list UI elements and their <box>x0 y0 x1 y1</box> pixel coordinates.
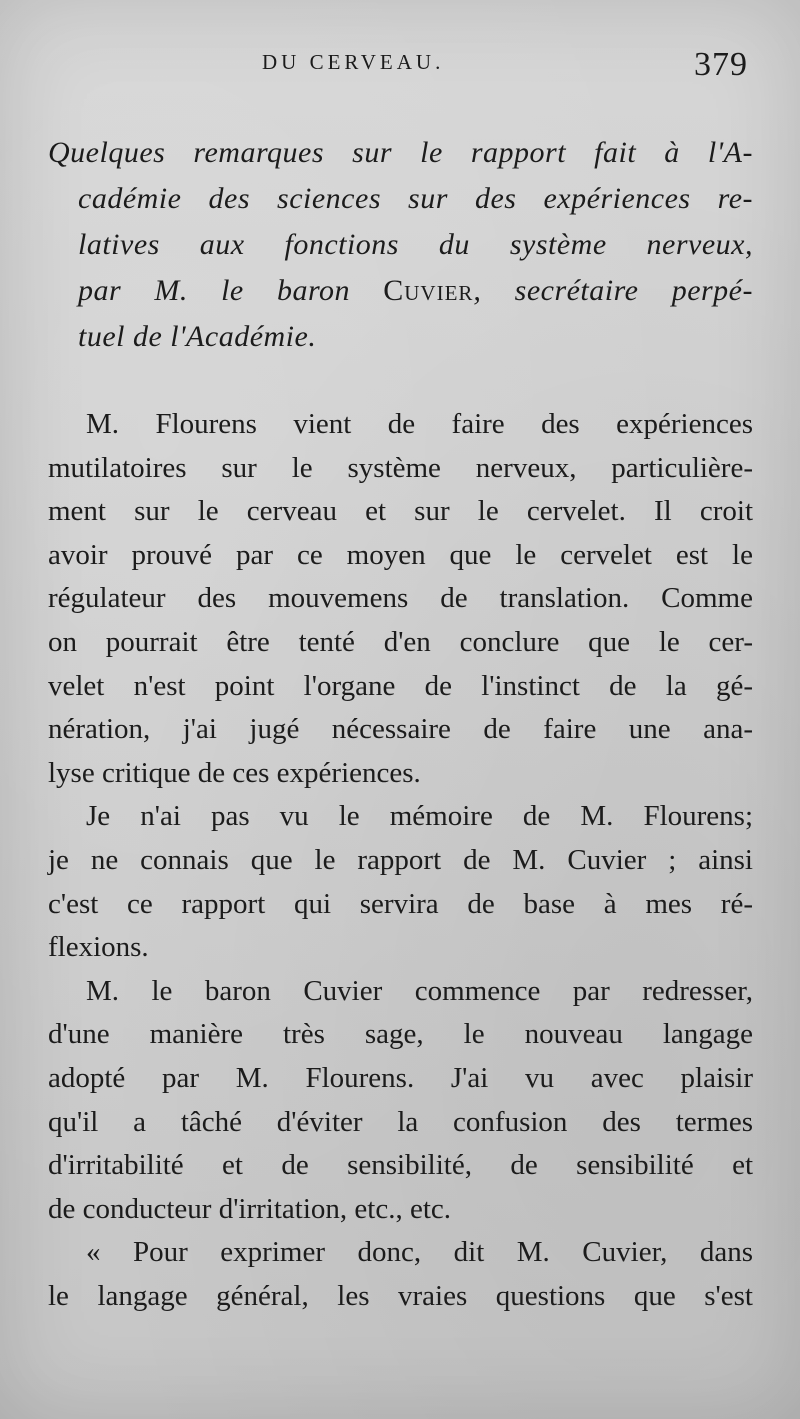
paragraph-line: Je n'ai pas vu le mémoire de M. Flourens; <box>86 800 753 833</box>
title-line: Quelques remarques sur le rapport fait à l'A- <box>48 136 753 169</box>
title-line-text: par M. le baron <box>78 274 384 307</box>
paragraph-line: on pourrait être tenté d'en conclure que le cer- <box>48 625 753 658</box>
paragraph-line: « Pour exprimer donc, dit M. Cuvier, dans <box>86 1236 753 1269</box>
title-line <box>48 268 753 314</box>
paragraph-line: le langage général, les vraies questions que s'est <box>48 1279 753 1312</box>
title-line: latives aux fonctions du système nerveux, <box>78 228 753 261</box>
paragraph-line: M. Flourens vient de faire des expériences <box>86 408 753 440</box>
paragraph-line: nération, j'ai jugé nécessaire de faire une ana- <box>48 713 753 746</box>
paragraph-line: mutilatoires sur le système nerveux, particulière- <box>48 451 753 484</box>
section-title <box>48 130 753 360</box>
paragraph-line: de conducteur d'irritation, etc., etc. <box>48 1192 451 1225</box>
running-head <box>0 46 800 90</box>
body-text <box>48 403 753 1318</box>
paragraph-line: c'est ce rapport qui servira de base à mes ré- <box>48 887 753 920</box>
author-name: Cuvier <box>383 274 474 307</box>
title-line-text: , secrétaire perpé- <box>473 274 753 307</box>
page-number: 379 <box>694 46 748 83</box>
paragraph-line: lyse critique de ces expériences. <box>48 756 421 789</box>
title-line: cadémie des sciences sur des expériences re- <box>78 182 753 215</box>
paragraph-line: d'une manière très sage, le nouveau langage <box>48 1018 753 1051</box>
paragraph-line: qu'il a tâché d'éviter la confusion des termes <box>48 1105 753 1138</box>
paragraph-line: d'irritabilité et de sensibilité, de sensibilité et <box>48 1149 753 1182</box>
paragraph-line: ment sur le cerveau et sur le cervelet. Il croit <box>48 495 753 528</box>
paragraph-line: M. le baron Cuvier commence par redresser, <box>86 974 753 1007</box>
running-head-title: DU CERVEAU. <box>262 50 445 74</box>
paragraph-line: flexions. <box>48 931 149 964</box>
paragraph-line: régulateur des mouvemens de translation. Comme <box>48 582 753 615</box>
paragraph-line: avoir prouvé par ce moyen que le cervelet est le <box>48 538 753 571</box>
paragraph-line: adopté par M. Flourens. J'ai vu avec plaisir <box>48 1061 753 1094</box>
title-line: tuel de l'Académie. <box>78 320 317 353</box>
paragraph-line: je ne connais que le rapport de M. Cuvier ; ainsi <box>48 843 753 876</box>
paragraph-line: velet n'est point l'organe de l'instinct de la gé- <box>48 669 753 702</box>
